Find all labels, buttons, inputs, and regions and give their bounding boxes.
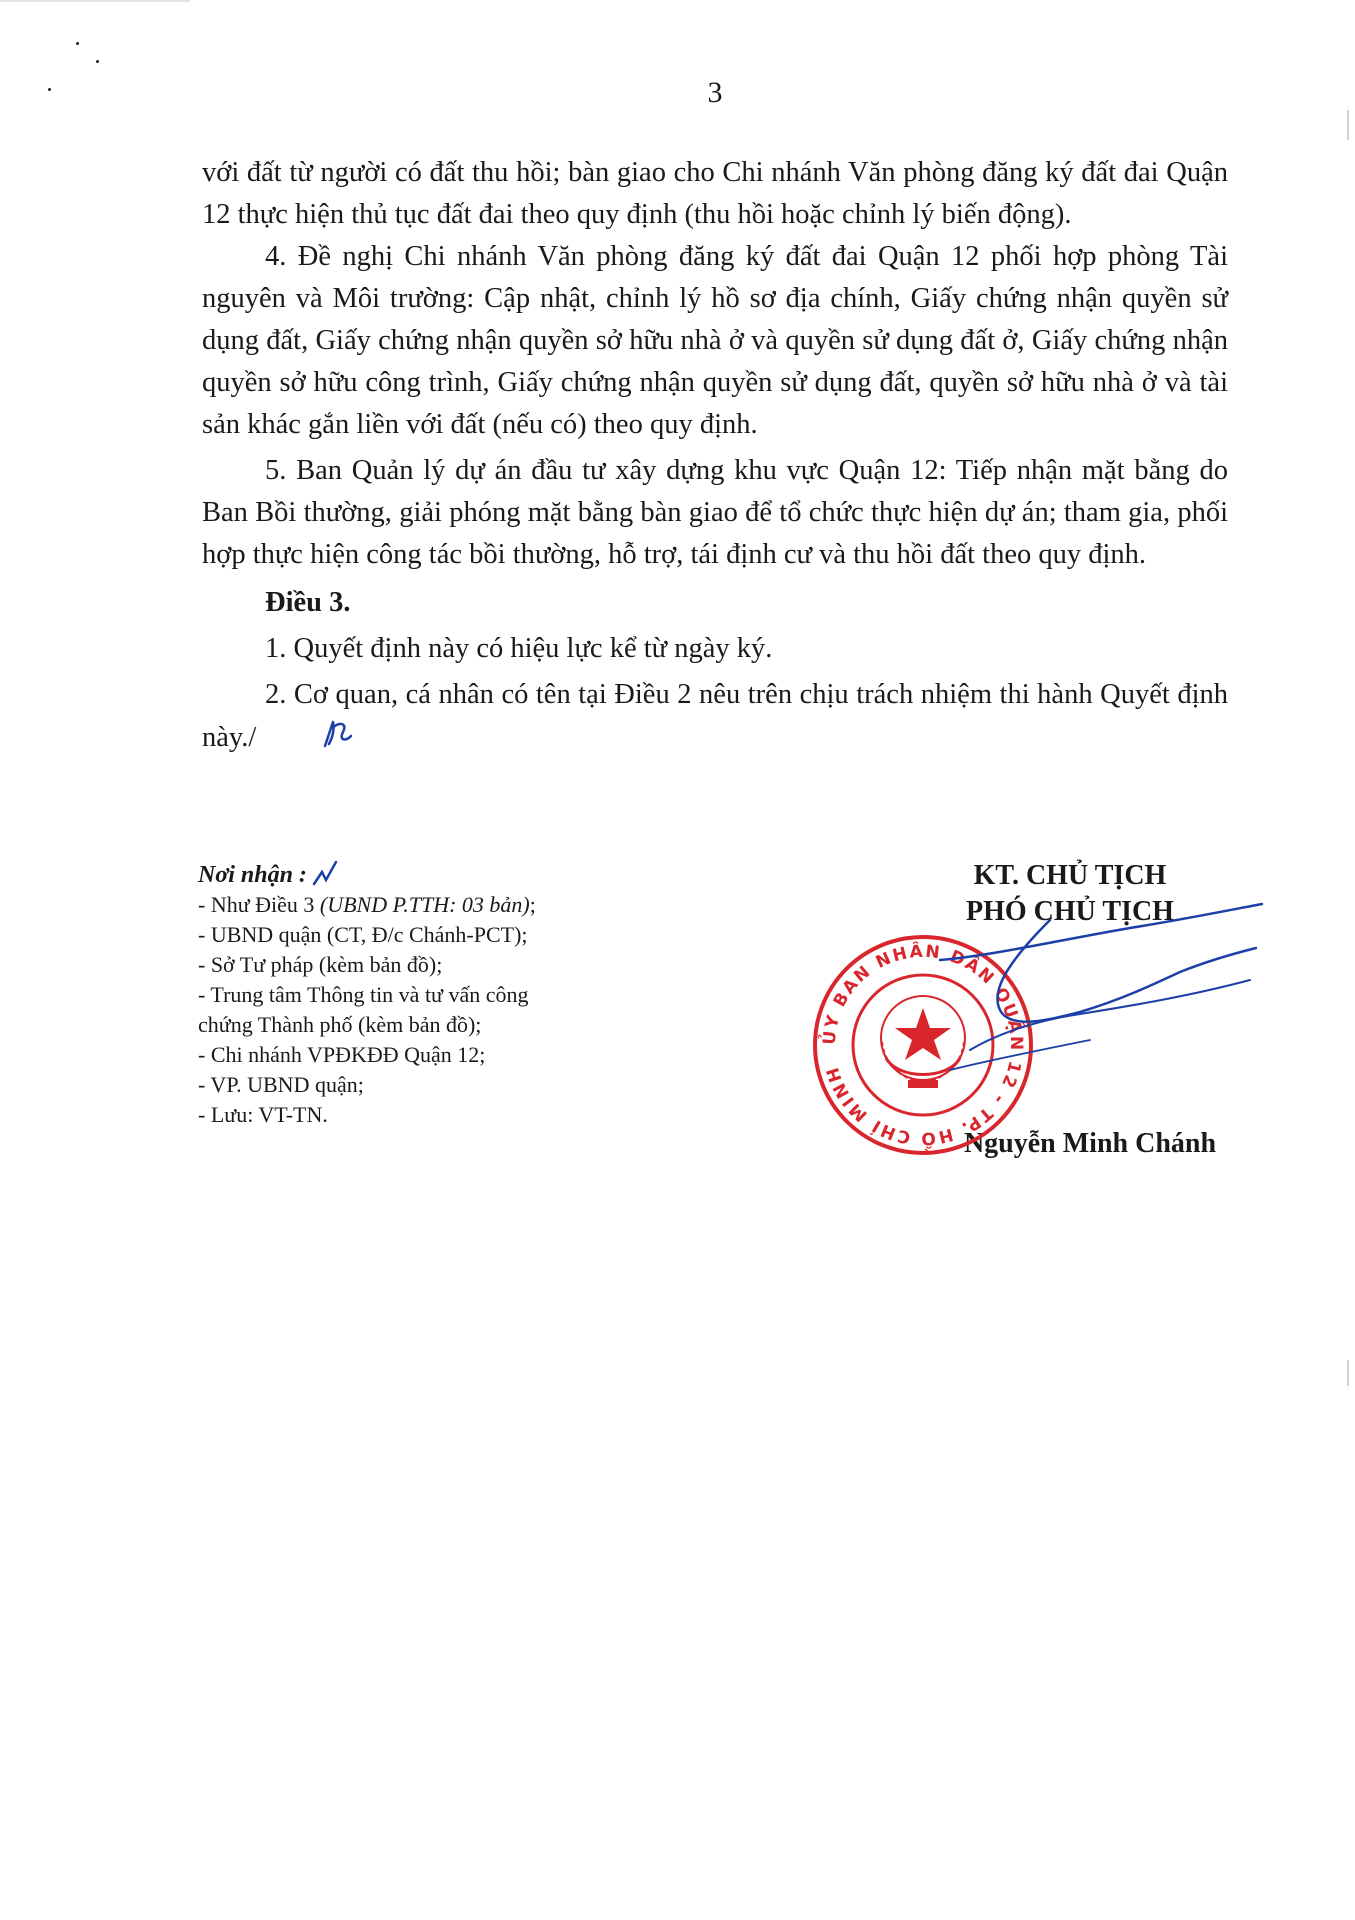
recipient-item bbox=[198, 890, 536, 920]
scan-speck bbox=[76, 42, 79, 45]
article-heading: Điều 3. bbox=[265, 587, 351, 618]
recipient-item: - Chi nhánh VPĐKĐĐ Quận 12; bbox=[198, 1042, 486, 1067]
recipient-item: - Lưu: VT-TN. bbox=[198, 1102, 328, 1127]
signer-title-line2: PHÓ CHỦ TỊCH bbox=[966, 896, 1174, 927]
recipient-item: - VP. UBND quận; bbox=[198, 1072, 364, 1097]
document-body bbox=[202, 152, 1228, 765]
recipients-heading: Nơi nhận : bbox=[198, 862, 307, 888]
margin-mark bbox=[1347, 1360, 1349, 1386]
recipient-item: - Trung tâm Thông tin và tư vấn công bbox=[198, 982, 529, 1007]
recipient-punctuation: ; bbox=[529, 892, 536, 917]
paragraph: 4. Đề nghị Chi nhánh Văn phòng đăng ký đất đai Quận 12 phối hợp phòng Tài nguyên và Môi trường: Cập nhật, chỉnh lý hồ sơ địa chính, Giấy chứng nhận quyền sử dụng đất, Giấy chứng nhận quyền sở hữu nhà ở và quyền sử dụng đất ở, Giấy chứng nhận quyền sở hữu công trình, Giấy chứng nhận quyền sử dụng đất, quyền sở hữu nhà ở và tài sản khác gắn liền với đất (nếu có) theo quy định. bbox=[202, 241, 1228, 440]
article-item bbox=[202, 674, 1228, 765]
margin-mark bbox=[1347, 110, 1349, 140]
paragraph: 5. Ban Quản lý dự án đầu tư xây dựng khu vực Quận 12: Tiếp nhận mặt bằng do Ban Bồi thường, giải phóng mặt bằng bàn giao để tổ chức thực hiện dự án; tham gia, phối hợp thực hiện công tác bồi thường, hỗ trợ, tái định cư và thu hồi đất theo quy định. bbox=[202, 455, 1228, 570]
seal-text: ỦY BAN NHÂN DÂN QUẬN 12 - TP. HỒ CHÍ MINH bbox=[819, 941, 1027, 1149]
signer-title-line1: KT. CHỦ TỊCH bbox=[973, 860, 1167, 891]
article-item-text: 2. Cơ quan, cá nhân có tên tại Điều 2 nêu trên chịu trách nhiệm thi hành Quyết định này./ bbox=[202, 679, 1228, 753]
article-item: 1. Quyết định này có hiệu lực kể từ ngày ký. bbox=[265, 633, 773, 664]
recipients-heading-row bbox=[198, 860, 536, 890]
paragraph: với đất từ người có đất thu hồi; bàn giao cho Chi nhánh Văn phòng đăng ký đất đai Quận 12 thực hiện thủ tục đất đai theo quy định (thu hồi hoặc chỉnh lý biến động). bbox=[202, 157, 1228, 230]
recipient-item: - UBND quận (CT, Đ/c Chánh-PCT); bbox=[198, 922, 528, 947]
signer-name: Nguyễn Minh Chánh bbox=[963, 1128, 1217, 1159]
recipient-text: - Như Điều 3 bbox=[198, 892, 320, 917]
recipient-item: - Sở Tư pháp (kèm bản đồ); bbox=[198, 952, 443, 977]
recipient-item: chứng Thành phố (kèm bản đồ); bbox=[198, 1012, 482, 1037]
handwritten-signature-icon bbox=[930, 900, 1270, 1095]
page-number: 3 bbox=[707, 76, 723, 109]
recipients-list bbox=[198, 860, 536, 1130]
scan-speck bbox=[96, 60, 99, 63]
initial-mark-icon bbox=[258, 716, 355, 765]
scan-edge-line bbox=[0, 0, 190, 2]
initial-mark-icon bbox=[312, 862, 340, 887]
recipient-note: (UBND P.TTH: 03 bản) bbox=[319, 892, 530, 917]
